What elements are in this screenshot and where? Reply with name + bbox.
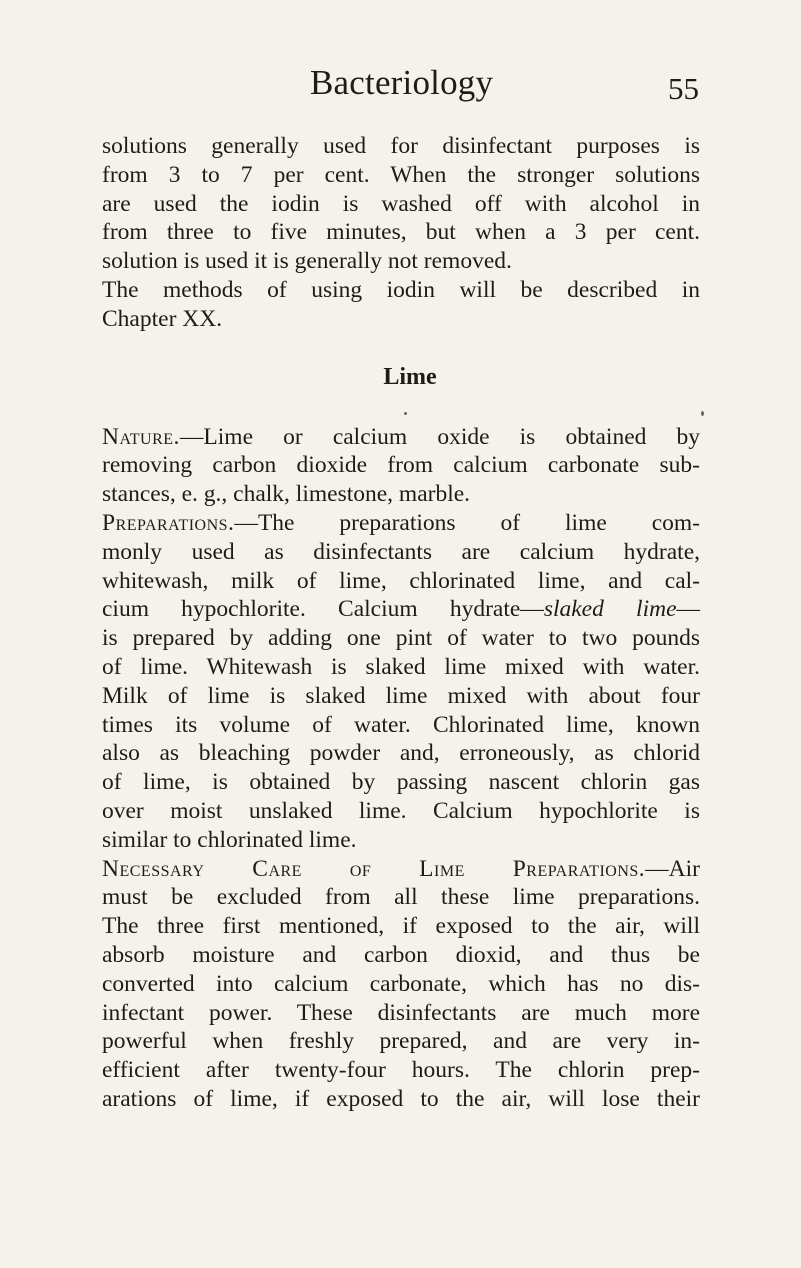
- text-line: absorb moisture and carbon dioxid, and thus be: [102, 941, 700, 968]
- text-line: The methods of using iodin will be described in: [102, 276, 700, 303]
- print-speck: [701, 411, 704, 416]
- text-line: are used the iodin is washed off with alcohol in: [102, 190, 700, 217]
- running-title: Bacteriology: [310, 63, 494, 102]
- text-line: is prepared by adding one pint of water to two pounds: [102, 625, 700, 652]
- text-line: must be excluded from all these lime preparations.: [102, 884, 700, 911]
- text-line: powerful when freshly prepared, and are very in-: [102, 1028, 700, 1055]
- text-run: —Air: [645, 855, 700, 882]
- text-line: The three first mentioned, if exposed to the air, will: [102, 913, 700, 940]
- section-heading: Lime: [383, 363, 437, 390]
- body-text: [102, 132, 700, 1114]
- text-line: also as bleaching powder and, erroneously, as chlorid: [102, 740, 700, 767]
- text-line: solutions generally used for disinfectant purposes is: [102, 133, 700, 159]
- text-line: monly used as disinfectants are calcium hydrate,: [102, 538, 700, 565]
- text-line: Chapter XX.: [102, 305, 223, 332]
- text-line: over moist unslaked lime. Calcium hypochlorite is: [102, 797, 700, 824]
- page-number: 55: [668, 71, 699, 106]
- text-run: —The preparations of lime com-: [234, 509, 700, 536]
- text-line: from three to five minutes, but when a 3 per cent.: [102, 219, 700, 246]
- text-line: solution is used it is generally not removed.: [102, 248, 512, 275]
- text-line-with-italic: [102, 595, 700, 624]
- text-line: converted into calcium carbonate, which has no dis-: [102, 970, 700, 997]
- text-line: whitewash, milk of lime, chlorinated lime, and cal-: [102, 567, 700, 594]
- text-line: stances, e. g., chalk, limestone, marble.: [102, 481, 471, 508]
- run-in-heading: Nature.: [102, 423, 180, 450]
- text-line: times its volume of water. Chlorinated lime, known: [102, 711, 700, 738]
- run-in-heading: Preparations.: [102, 509, 235, 536]
- text-line: similar to chlorinated lime.: [102, 826, 357, 853]
- paragraph-preparations-first-line: [102, 509, 700, 538]
- run-in-heading: Necessary Care of Lime Preparations.: [102, 855, 646, 882]
- text-line: Milk of lime is slaked lime mixed with about four: [102, 682, 700, 709]
- text-line: removing carbon dioxide from calcium carbonate sub-: [102, 452, 700, 479]
- running-head: [0, 58, 801, 108]
- text-run: —Lime or calcium oxide is obtained by: [179, 423, 700, 450]
- text-line: of lime. Whitewash is slaked lime mixed with water.: [102, 653, 700, 680]
- italic-term: slaked lime: [543, 596, 677, 623]
- text-run: —: [676, 596, 700, 623]
- text-run: cium hypochlorite. Calcium hydrate—: [102, 596, 544, 623]
- print-speck: [404, 412, 407, 415]
- text-line: of lime, is obtained by passing nascent chlorin gas: [102, 769, 700, 796]
- text-line: infectant power. These disinfectants are much more: [102, 999, 700, 1026]
- paragraph-care-first-line: [102, 855, 700, 884]
- text-line: from 3 to 7 per cent. When the stronger solutions: [102, 161, 700, 188]
- text-line: efficient after twenty-four hours. The chlorin prep-: [102, 1057, 700, 1084]
- text-line: arations of lime, if exposed to the air, will lose their: [102, 1085, 700, 1112]
- paragraph-nature-first-line: [102, 423, 700, 452]
